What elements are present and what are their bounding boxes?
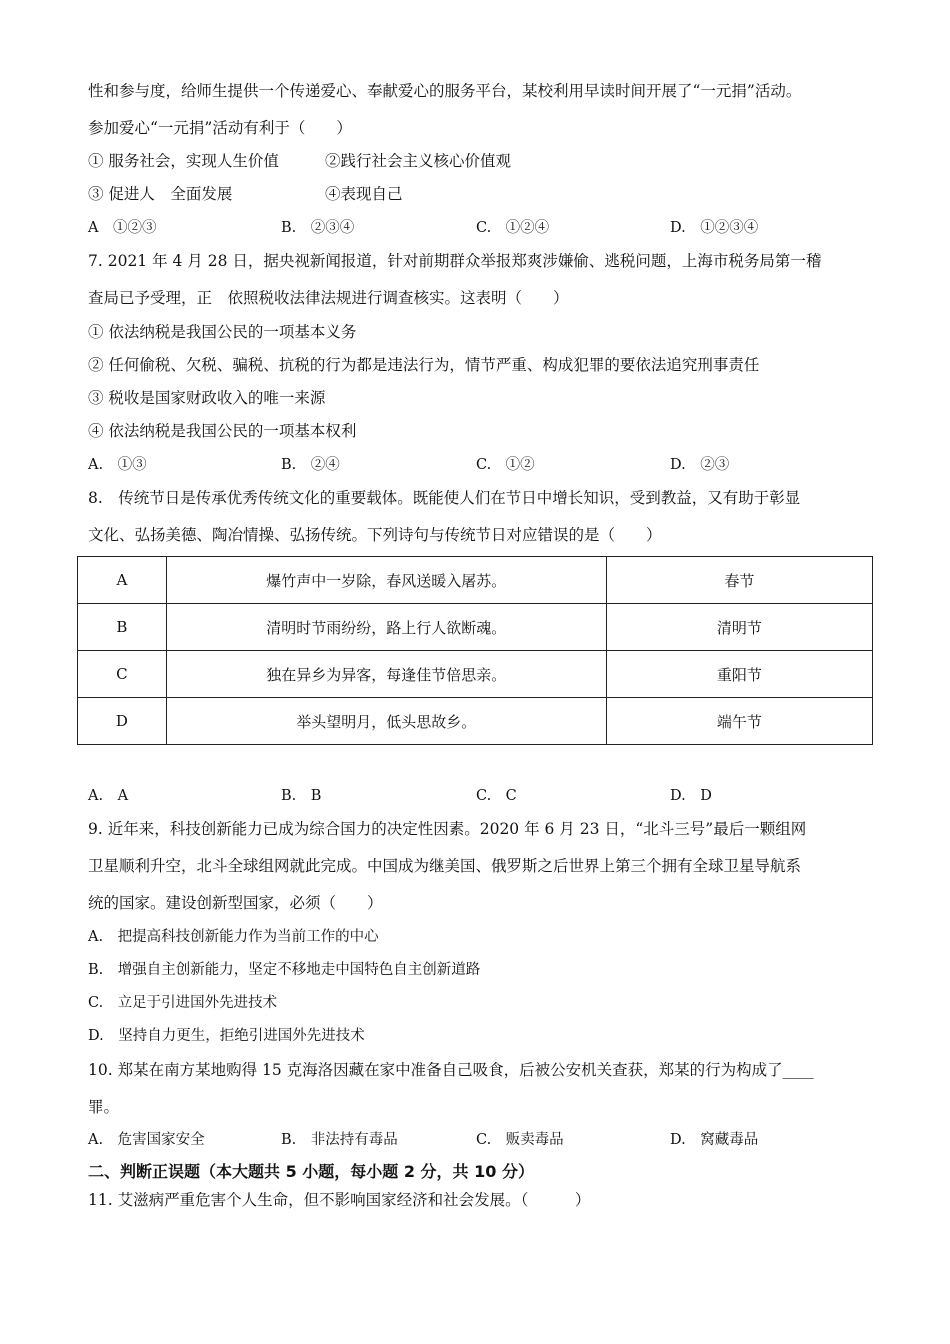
- q6-option-a: A ①②③: [88, 220, 157, 236]
- q8-option-d: D. D: [670, 788, 712, 804]
- table-row: [78, 651, 873, 698]
- q9-stem-line2: 卫星顺利升空，北斗全球组网就此完成。中国成为继美国、俄罗斯之后世界上第三个拥有全球卫星导航系: [88, 857, 802, 875]
- q6-statement-3: ③ 促进人 全面发展: [88, 185, 233, 203]
- q10-stem-line1: 10. 郑某在南方某地购得 15 克海洛因藏在家中准备自己吸食，后被公安机关查获，郑某的行为构成了____: [88, 1061, 814, 1079]
- section-heading: 二、判断正误题（本大题共 5 小题，每小题 2 分，共 10 分）: [88, 1162, 534, 1181]
- q9-option-d: D. 坚持自力更生，拒绝引进国外先进技术: [88, 1028, 365, 1044]
- table-cell-festival: 端午节: [606, 698, 872, 745]
- q10-option-b: B. 非法持有毒品: [281, 1132, 398, 1148]
- q7-option-d: D. ②③: [670, 457, 730, 473]
- table-row: [78, 557, 873, 604]
- q10-option-a: A. 危害国家安全: [88, 1132, 205, 1148]
- q6-statement-2: ②践行社会主义核心价值观: [325, 152, 512, 170]
- q9-option-a: A. 把提高科技创新能力作为当前工作的中心: [88, 929, 379, 945]
- q8-stem-line2: 文化、弘扬美德、陶冶情操、弘扬传统。下列诗句与传统节日对应错误的是（ ）: [88, 526, 662, 544]
- table-cell-poem: 举头望明月，低头思故乡。: [166, 698, 606, 745]
- q6-statement-1: ① 服务社会，实现人生价值: [88, 152, 279, 170]
- q9-option-c: C. 立足于引进国外先进技术: [88, 995, 278, 1011]
- q7-statement-2: ② 任何偷税、欠税、骗税、抗税的行为都是违法行为，情节严重、构成犯罪的要依法追究刑事责任: [88, 356, 760, 374]
- q6-option-b: B. ②③④: [281, 220, 355, 236]
- q6-option-d: D. ①②③④: [670, 220, 759, 236]
- q7-option-b: B. ②④: [281, 457, 340, 473]
- q9-option-b: B. 增强自主创新能力，坚定不移地走中国特色自主创新道路: [88, 962, 481, 978]
- q7-statement-1: ① 依法纳税是我国公民的一项基本义务: [88, 323, 357, 341]
- q10-stem-line2: 罪。: [88, 1098, 120, 1116]
- table-cell-festival: 重阳节: [606, 651, 872, 698]
- q6-stem-line1: 性和参与度，给师生提供一个传递爱心、奉献爱心的服务平台，某校利用早读时间开展了“一元捐”活动。: [88, 82, 802, 100]
- q8-option-c: C. C: [476, 788, 517, 804]
- q7-statement-3: ③ 税收是国家财政收入的唯一来源: [88, 389, 326, 407]
- q9-stem-line1: 9. 近年来，科技创新能力已成为综合国力的决定性因素。2020 年 6 月 23 日，“北斗三号”最后一颗组网: [88, 820, 807, 838]
- table-cell-label: A: [78, 557, 167, 604]
- q7-stem-line1: 7. 2021 年 4 月 28 日，据央视新闻报道，针对前期群众举报郑爽涉嫌偷、逃税问题，上海市税务局第一稽: [88, 252, 822, 270]
- q9-stem-line3: 统的国家。建设创新型国家，必须（ ）: [88, 894, 383, 912]
- table-cell-label: C: [78, 651, 167, 698]
- table-cell-festival: 清明节: [606, 604, 872, 651]
- q8-poem-festival-table: [77, 556, 873, 745]
- table-row: [78, 604, 873, 651]
- table-cell-label: D: [78, 698, 167, 745]
- table-cell-poem: 爆竹声中一岁除，春风送暖入屠苏。: [166, 557, 606, 604]
- table-cell-poem: 独在异乡为异客，每逢佳节倍思亲。: [166, 651, 606, 698]
- q11-stem: 11. 艾滋病严重危害个人生命，但不影响国家经济和社会发展。（ ）: [88, 1191, 591, 1209]
- q8-stem-line1: 8. 传统节日是传承优秀传统文化的重要载体。既能使人们在节日中增长知识，受到教益，又有助于彰显: [88, 489, 801, 507]
- q10-option-c: C. 贩卖毒品: [476, 1132, 564, 1148]
- q6-statement-4: ④表现自己: [325, 185, 403, 203]
- q7-statement-4: ④ 依法纳税是我国公民的一项基本权利: [88, 422, 357, 440]
- table-cell-label: B: [78, 604, 167, 651]
- table-row: [78, 698, 873, 745]
- q7-stem-line2: 查局已予受理，正 依照税收法律法规进行调查核实。这表明（ ）: [88, 289, 569, 307]
- table-cell-poem: 清明时节雨纷纷，路上行人欲断魂。: [166, 604, 606, 651]
- q7-option-c: C. ①②: [476, 457, 535, 473]
- q6-stem-line2: 参加爱心“一元捐”活动有利于（ ）: [88, 119, 352, 137]
- q6-option-c: C. ①②④: [476, 220, 550, 236]
- q8-option-b: B. B: [281, 788, 322, 804]
- q7-option-a: A. ①③: [88, 457, 147, 473]
- q10-option-d: D. 窝藏毒品: [670, 1132, 759, 1148]
- table-cell-festival: 春节: [606, 557, 872, 604]
- q8-option-a: A. A: [88, 788, 129, 804]
